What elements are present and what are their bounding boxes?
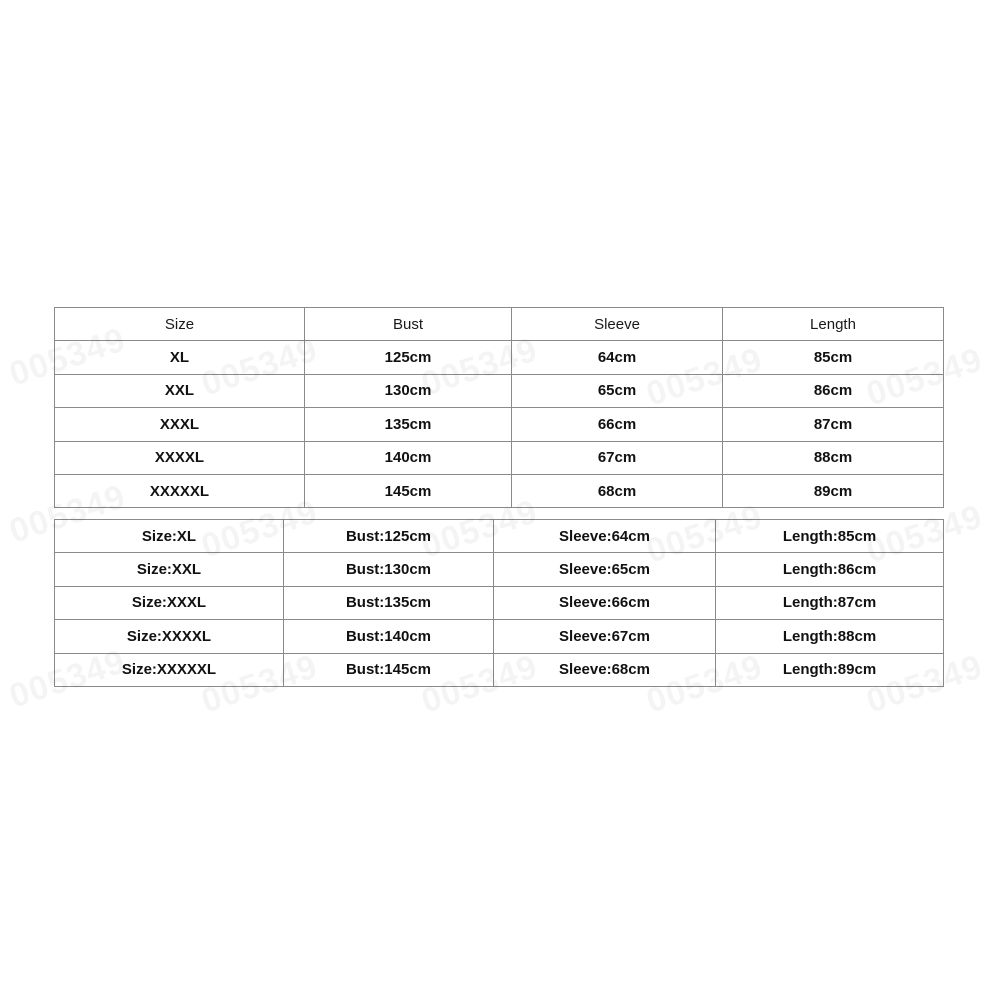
- cell-bust: 125cm: [305, 341, 512, 374]
- cell-bust: Bust:135cm: [284, 586, 494, 619]
- cell-size: Size:XXL: [55, 553, 284, 586]
- table-row: [55, 441, 944, 474]
- cell-length: Length:85cm: [716, 520, 944, 553]
- cell-bust: 140cm: [305, 441, 512, 474]
- cell-sleeve: 65cm: [512, 374, 723, 407]
- cell-sleeve: Sleeve:64cm: [494, 520, 716, 553]
- cell-bust: 130cm: [305, 374, 512, 407]
- cell-size: Size:XXXXL: [55, 620, 284, 653]
- cell-bust: Bust:125cm: [284, 520, 494, 553]
- table-row: [55, 520, 944, 553]
- cell-length: Length:86cm: [716, 553, 944, 586]
- cell-size: XXXL: [55, 408, 305, 441]
- cell-bust: Bust:130cm: [284, 553, 494, 586]
- cell-length: 85cm: [723, 341, 944, 374]
- table-header-row: [55, 308, 944, 341]
- cell-sleeve: Sleeve:65cm: [494, 553, 716, 586]
- header-sleeve: Sleeve: [512, 308, 723, 341]
- cell-length: Length:89cm: [716, 653, 944, 686]
- cell-bust: Bust:140cm: [284, 620, 494, 653]
- table-row: [55, 408, 944, 441]
- table-row: [55, 374, 944, 407]
- cell-sleeve: Sleeve:68cm: [494, 653, 716, 686]
- cell-bust: 145cm: [305, 474, 512, 507]
- cell-length: 87cm: [723, 408, 944, 441]
- cell-bust: Bust:145cm: [284, 653, 494, 686]
- table-row: [55, 553, 944, 586]
- cell-size: XXXXL: [55, 441, 305, 474]
- size-chart-labeled-table: [54, 519, 944, 687]
- table-row: [55, 341, 944, 374]
- header-length: Length: [723, 308, 944, 341]
- table-row: [55, 474, 944, 507]
- cell-length: 89cm: [723, 474, 944, 507]
- cell-length: 86cm: [723, 374, 944, 407]
- header-size: Size: [55, 308, 305, 341]
- cell-sleeve: 67cm: [512, 441, 723, 474]
- table-row: [55, 653, 944, 686]
- cell-sleeve: 66cm: [512, 408, 723, 441]
- cell-size: XXXXXL: [55, 474, 305, 507]
- cell-size: XXL: [55, 374, 305, 407]
- header-bust: Bust: [305, 308, 512, 341]
- cell-length: Length:87cm: [716, 586, 944, 619]
- cell-sleeve: 68cm: [512, 474, 723, 507]
- cell-sleeve: Sleeve:67cm: [494, 620, 716, 653]
- cell-length: 88cm: [723, 441, 944, 474]
- table-row: [55, 586, 944, 619]
- cell-size: Size:XL: [55, 520, 284, 553]
- cell-size: Size:XXXL: [55, 586, 284, 619]
- cell-sleeve: 64cm: [512, 341, 723, 374]
- cell-sleeve: Sleeve:66cm: [494, 586, 716, 619]
- cell-size: Size:XXXXXL: [55, 653, 284, 686]
- cell-size: XL: [55, 341, 305, 374]
- cell-bust: 135cm: [305, 408, 512, 441]
- size-chart-table: [54, 307, 944, 508]
- table-row: [55, 620, 944, 653]
- cell-length: Length:88cm: [716, 620, 944, 653]
